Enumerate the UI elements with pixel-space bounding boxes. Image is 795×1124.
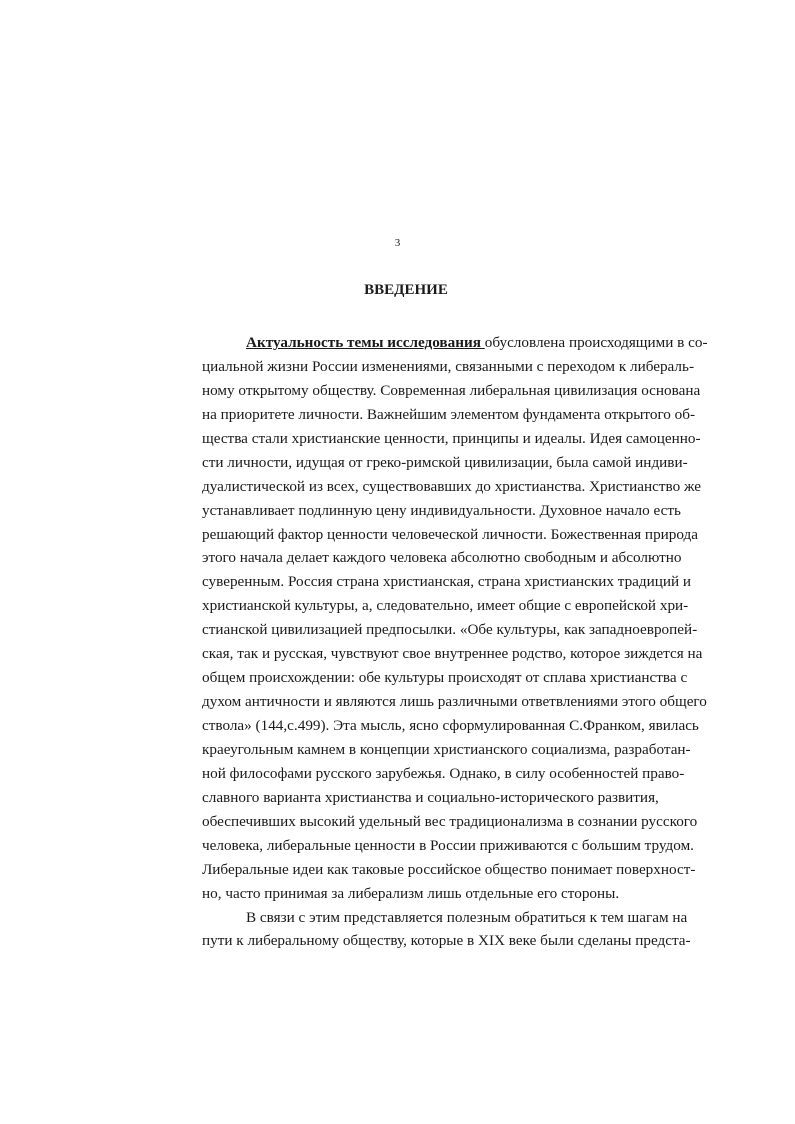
text-line: но, часто принимая за либерализм лишь отдельные его стороны. [202, 884, 620, 902]
text-line: ной философами русского зарубежья. Однако, в силу особенностей право- [202, 764, 685, 782]
text-line: общем происхождении: обе культуры происходят от сплава христианства с [202, 669, 688, 687]
page-number: 3 [394, 237, 401, 249]
text-line: суверенным. Россия страна христианская, страна христианских традиций и [202, 573, 692, 591]
text-line: стианской цивилизацией предпосылки. «Обе культуры, как западноевропей- [202, 621, 698, 639]
text-line: этого начала делает каждого человека абсолютно свободным и абсолютно [202, 549, 682, 567]
section-heading: ВВЕДЕНИЕ [364, 282, 448, 298]
text-line: на приоритете личности. Важнейшим элементом фундамента открытого об- [202, 405, 696, 423]
text-line: дуалистической из всех, существовавших до христианства. Христианство же [202, 477, 701, 495]
text-line: ская, так и русская, чувствуют свое внутреннее родство, которое зиждется на [202, 645, 703, 663]
text-line: краеугольным камнем в концепции христианского социализма, разработан- [202, 740, 691, 758]
text-line: В связи с этим представляется полезным обратиться к тем шагам на [246, 908, 688, 926]
lead-phrase: Актуальность темы исследования [246, 334, 485, 351]
text-line: славного варианта христианства и социально-исторического развития, [202, 788, 659, 806]
text-line: циальной жизни России изменениями, связанными с переходом к либераль- [202, 357, 694, 375]
text-line: обеспечивших высокий удельный вес традиционализма в сознании русского [202, 812, 698, 830]
text-line: сти личности, идущая от греко-римской цивилизации, была самой индиви- [202, 453, 688, 471]
text-line: человека, либеральные ценности в России приживаются с большим трудом. [202, 836, 694, 854]
text-line: пути к либеральному обществу, которые в XIX веке были сделаны предста- [202, 932, 691, 950]
body-text [202, 331, 708, 953]
text-line: Либеральные идеи как таковые российское общество понимает поверхност- [202, 860, 696, 878]
text-line: христианской культуры, а, следовательно, имеет общие с европейской хри- [202, 597, 689, 615]
text-line: ствола» (144,с.499). Эта мысль, ясно сформулированная С.Франком, явилась [202, 717, 699, 734]
first-line-rest: обусловлена происходящими в со- [484, 334, 708, 351]
paragraph-1-first-line [202, 331, 708, 355]
text-line: устанавливает подлинную цену индивидуальности. Духовное начало есть [202, 501, 681, 519]
text-line: ному открытому обществу. Современная либеральная цивилизация основана [202, 381, 701, 399]
text-line: решающий фактор ценности человеческой личности. Божественная природа [202, 525, 699, 543]
text-line: духом античности и являются лишь различными ответвлениями этого общего [202, 693, 707, 711]
text-line: щества стали христианские ценности, принципы и идеалы. Идея самоценно- [202, 429, 701, 447]
